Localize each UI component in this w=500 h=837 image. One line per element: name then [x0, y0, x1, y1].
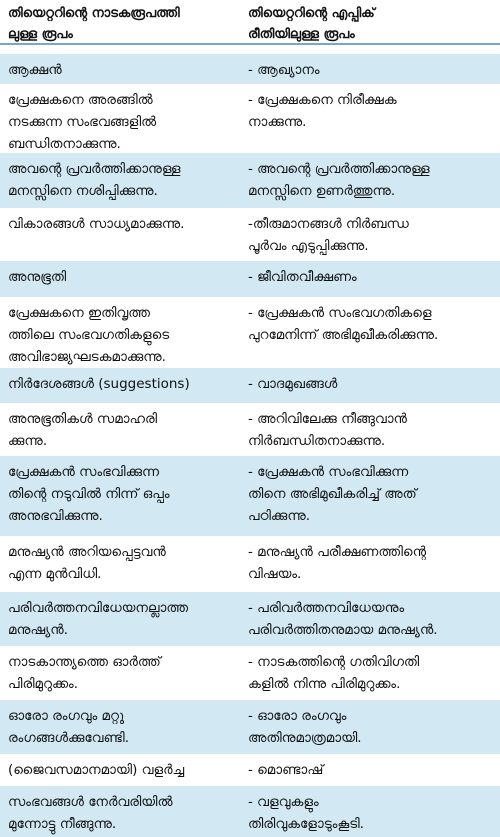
dramatic-cell: അവന്റെ പ്രവർത്തിക്കാനുള്ള മനസ്സിനെ നശിപ്പിക്കുന്നു. — [8, 161, 181, 199]
epic-cell: - ഓരോ രംഗവും അതിനുമാത്രമായി. — [248, 708, 362, 746]
epic-cell: - നാടകത്തിന്റെ ഗതിവിഗതി കളിൽ നിന്നു പിരിമുറുക്കം. — [248, 654, 420, 692]
table-header — [0, 0, 500, 45]
table-row — [0, 208, 500, 261]
dramatic-cell: പരിവർത്തനവിധേയനല്ലാത്ത മനുഷ്യൻ. — [8, 600, 188, 638]
header-dramatic-form: തിയെറ്ററിന്റെ നാടകരൂപത്തി ലുള്ള രൂപം — [8, 6, 180, 42]
dramatic-cell: പ്രേക്ഷകനെ അരങ്ങിൽ നടക്കുന്ന സംഭവങ്ങളിൽ ബന്ധിതനാക്കുന്നു. — [8, 92, 157, 152]
header-epic-form: തിയെറ്ററിന്റെ എപ്പിക് രീതിയിലുള്ള രൂപം — [248, 6, 375, 42]
table-row — [0, 536, 500, 592]
table-row — [0, 54, 500, 84]
table-row — [0, 84, 500, 153]
epic-cell: - പരിവർത്തനവിധേയനും പരിവർത്തിതനുമായ മനുഷ്യൻ. — [248, 600, 438, 638]
dramatic-cell: മനുഷ്യൻ അറിയപ്പെട്ടവൻ എന്ന മുൻവിധി. — [8, 544, 166, 582]
dramatic-cell: സംഭവങ്ങൾ നേർവരിയിൽ മുന്നോട്ടു നീങ്ങുന്നു. — [8, 794, 173, 832]
table-row — [0, 700, 500, 754]
table-row — [0, 456, 500, 536]
table-row — [0, 786, 500, 837]
dramatic-cell: പ്രേക്ഷകനെ ഇതിവൃത്ത ത്തിലെ സംഭവഗതികളുടെ അവിഭാജ്യഘടകമാക്കുന്നു. — [8, 305, 170, 365]
table-row — [0, 754, 500, 786]
epic-cell: - പ്രേക്ഷകൻ സംഭവഗതികളെ പുറമേനിന്ന് അഭിമുഖീകരിക്കുന്നു. — [248, 305, 439, 343]
dramatic-cell: അനുഭൂതി — [8, 269, 67, 285]
table-row — [0, 261, 500, 297]
epic-cell: - മൊണ്ടാഷ് — [248, 762, 324, 778]
epic-cell: - മനുഷ്യൻ പരീക്ഷണത്തിന്റെ വിഷയം. — [248, 544, 426, 582]
dramatic-cell: നിർദേശങ്ങൾ (suggestions) — [8, 376, 190, 392]
epic-cell: - ജീവിതവീക്ഷണം — [248, 269, 357, 285]
epic-cell: -തീരുമാനങ്ങൾ നിർബന്ധ പൂർവം എടുപ്പിക്കുന്നു. — [248, 216, 409, 254]
dramatic-cell: ഓരോ രംഗവും മറ്റു രംഗങ്ങൾക്കുവേണ്ടി. — [8, 708, 129, 746]
dramatic-cell: നാടകാന്ത്യത്തെ ഓർത്ത് പിരിമുറുക്കം. — [8, 654, 161, 692]
dramatic-cell: അനുഭൂതികൾ സമാഹരി ക്കുന്നു. — [8, 411, 158, 449]
epic-cell: - പ്രേക്ഷകനെ നിരീക്ഷക നാക്കുന്നു. — [248, 92, 397, 130]
dramatic-cell: വികാരങ്ങൾ സാധ്യമാക്കുന്നു. — [8, 216, 185, 232]
table-row — [0, 403, 500, 456]
dramatic-cell: (ജൈവസമാനമായി) വളർച്ച — [8, 762, 185, 778]
table-row — [0, 592, 500, 646]
epic-cell: - വളവുകളും തിരിവുകളോടുംകൂടി. — [248, 794, 364, 832]
epic-cell: - ആഖ്യാനം — [248, 62, 320, 78]
epic-cell: - അറിവിലേക്കു നീങ്ങുവാൻ നിർബന്ധിതനാക്കുന്നു. — [248, 411, 407, 449]
dramatic-cell: പ്രേക്ഷകൻ സംഭവിക്കുന്ന തിന്റെ നടുവിൽ നിന്ന് ഒപ്പം അനുഭവിക്കുന്നു. — [8, 464, 170, 524]
epic-cell: - പ്രേക്ഷകൻ സംഭവിക്കുന്ന തിനെ അഭിമുഖീകരിച്ച് അത് പഠിക്കുന്നു. — [248, 464, 417, 524]
epic-cell: - അവന്റെ പ്രവർത്തിക്കാനുള്ള മനസ്സിനെ ഉണർത്തുന്നു. — [248, 161, 430, 199]
table-row — [0, 368, 500, 403]
table-row — [0, 297, 500, 368]
epic-cell: - വാദമുഖങ്ങൾ — [248, 376, 338, 392]
table-row — [0, 646, 500, 700]
table-row — [0, 153, 500, 208]
dramatic-cell: ആക്ഷൻ — [8, 62, 62, 78]
